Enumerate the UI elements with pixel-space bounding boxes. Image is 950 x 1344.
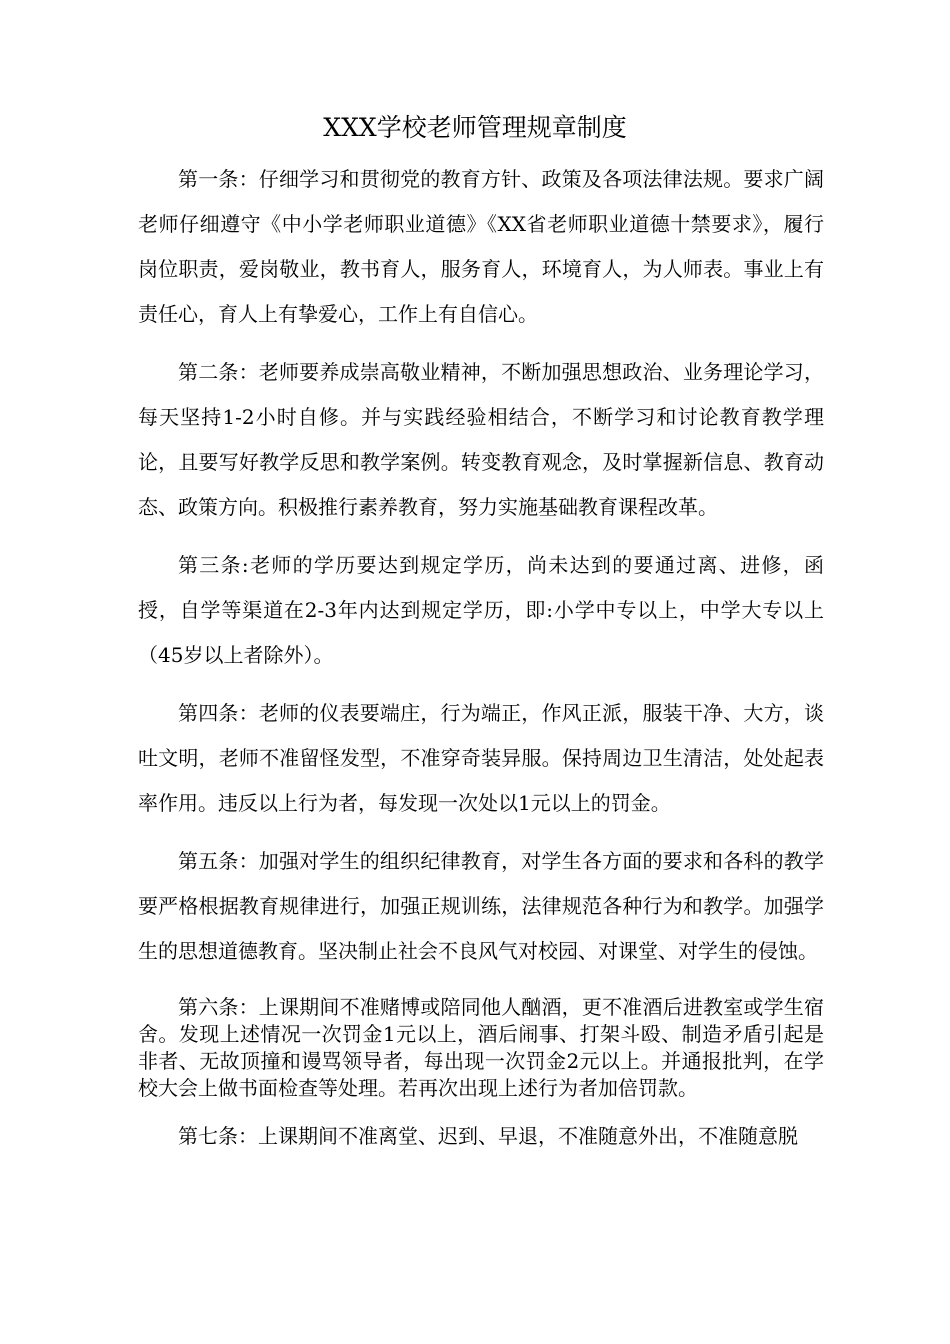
article-7: 第七条：上课期间不准离堂、迟到、早退，不准随意外出，不准随意脱 [178, 1124, 798, 1148]
article-2: 第二条：老师要养成崇高敬业精神，不断加强思想政治、业务理论学习，每天坚持1-2小时自修。并与实践经验相结合，不断学习和讨论教育教学理论，且要写好教学反思和教学案例。转变教育观念，及时掌握新信息、教育动态、政策方向。积极推行素养教育，努力实施基础教育课程改革。 [138, 360, 824, 519]
document-body [138, 157, 824, 1171]
article-4: 第四条：老师的仪表要端庄，行为端正，作风正派，服装干净、大方，谈吐文明，老师不准留怪发型，不准穿奇装异服。保持周边卫生清洁，处处起表率作用。违反以上行为者，每发现一次处以1元以上的罚金。 [138, 701, 824, 815]
article-3: 第三条:老师的学历要达到规定学历，尚未达到的要通过离、进修，函授，自学等渠道在2-3年内达到规定学历，即:小学中专以上，中学大专以上（45岁以上者除外）。 [138, 553, 824, 667]
article-5: 第五条：加强对学生的组织纪律教育，对学生各方面的要求和各科的教学要严格根据教育规律进行，加强正规训练，法律规范各种行为和教学。加强学生的思想道德教育。坚决制止社会不良风气对校园、对课堂、对学生的侵蚀。 [138, 849, 824, 963]
article-6: 第六条：上课期间不准赌博或陪同他人酗酒，更不准酒后进教室或学生宿舍。发现上述情况一次罚金1元以上，酒后闹事、打架斗殴、制造矛盾引起是非者、无故顶撞和谩骂领导者，每出现一次罚金2元以上。并通报批判，在学校大会上做书面检查等处理。若再次出现上述行为者加倍罚款。 [138, 995, 824, 1100]
article-1: 第一条：仔细学习和贯彻党的教育方针、政策及各项法律法规。要求广阔老师仔细遵守《中小学老师职业道德》《XX省老师职业道德十禁要求》，履行岗位职责，爱岗敬业，教书育人，服务育人，环境育人，为人师表。事业上有责任心，育人上有挚爱心，工作上有自信心。 [138, 167, 824, 326]
document-title: XXX学校老师管理规章制度 [323, 113, 627, 142]
